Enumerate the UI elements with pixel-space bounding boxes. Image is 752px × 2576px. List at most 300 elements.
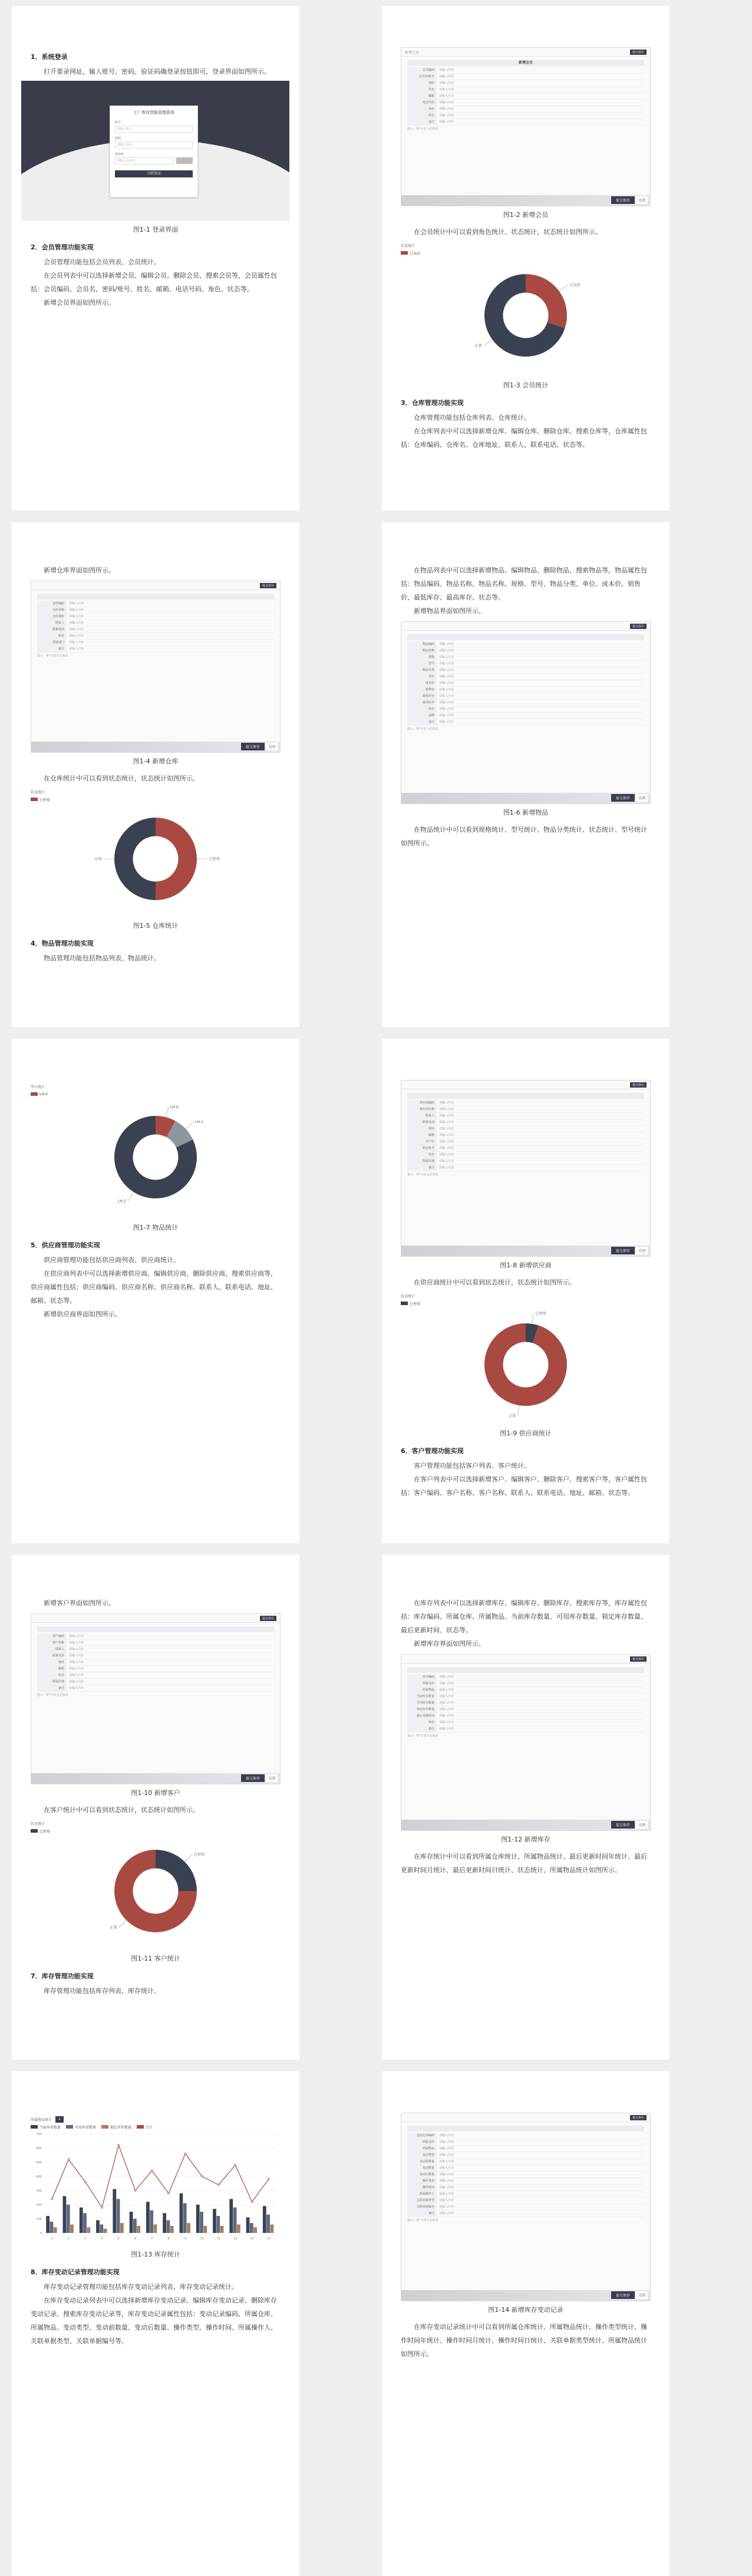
field-input[interactable]: 请输入内容 — [439, 1121, 454, 1124]
field-input[interactable]: 请输入内容 — [439, 681, 454, 685]
field-label: 邮箱 — [37, 1666, 67, 1672]
x-tick-label: 11 — [216, 2237, 221, 2241]
slice-label: 正常 — [474, 344, 482, 348]
bar[interactable] — [104, 2229, 107, 2233]
field-input[interactable]: 请输入内容 — [439, 1153, 454, 1157]
field-input[interactable]: 请输入内容 — [69, 608, 84, 612]
field-input[interactable]: 请输入内容 — [439, 75, 454, 78]
form-row — [407, 674, 644, 680]
form-footer — [401, 195, 650, 206]
field-input[interactable]: 请输入内容 — [439, 2205, 454, 2209]
field-label: 变动记录编码 — [407, 2133, 437, 2139]
field-label: 姓名 — [407, 87, 437, 93]
field-input[interactable]: 请输入内容 — [439, 720, 454, 724]
donut-svg — [31, 803, 281, 915]
legend-label: 合计 — [146, 2125, 153, 2130]
heading: 6．客户管理功能实现 — [401, 1447, 464, 1455]
heading: 4．物品管理功能实现 — [31, 940, 94, 947]
paragraph: 在仓库统计中可以看到状态统计，状态统计如图所示。 — [44, 775, 199, 782]
close-button[interactable]: 关闭 — [636, 1247, 648, 1254]
field-input[interactable]: 请输入内容 — [439, 1159, 454, 1163]
field-input[interactable]: 请输入内容 — [439, 94, 454, 98]
legend-swatch[interactable] — [101, 2125, 108, 2129]
slice-leader-line — [559, 285, 568, 291]
bar[interactable] — [263, 2206, 266, 2233]
legend-swatch[interactable] — [31, 2125, 38, 2129]
field-label: 规格 — [407, 654, 437, 660]
bar[interactable] — [54, 2227, 57, 2233]
toolbar-save-button[interactable]: 提交保存 — [260, 1616, 276, 1621]
field-input[interactable]: 请输入内容 — [439, 2153, 454, 2157]
field-label: 联系人 — [37, 620, 67, 626]
bar[interactable] — [183, 2203, 187, 2233]
close-button[interactable]: 关闭 — [636, 1821, 648, 1829]
field-label: 电话号码 — [407, 100, 437, 106]
window-toolbar — [401, 1655, 650, 1663]
bar[interactable] — [50, 2222, 54, 2233]
close-button[interactable]: 关闭 — [636, 2291, 648, 2299]
login-code-input[interactable]: 请输入验证码 — [115, 157, 174, 164]
bar[interactable] — [216, 2216, 220, 2233]
line-point[interactable] — [84, 2181, 86, 2183]
login-user-input[interactable]: 请输入账号 — [115, 126, 193, 133]
field-input[interactable]: 请输入内容 — [69, 628, 84, 631]
field-input[interactable]: 请输入内容 — [69, 621, 84, 625]
heading: 2．会员管理功能实现 — [31, 243, 94, 251]
field-input[interactable]: 请输入内容 — [439, 2166, 454, 2170]
field-input[interactable]: 请输入内容 — [439, 114, 454, 117]
field-input[interactable]: 请输入内容 — [439, 1695, 454, 1698]
form-row — [407, 1726, 644, 1732]
close-button[interactable]: 关闭 — [266, 743, 278, 750]
form-row — [37, 1659, 274, 1666]
window-toolbar — [401, 48, 650, 57]
field-input[interactable]: 请输入内容 — [439, 2134, 454, 2137]
paragraph: 在会员列表中可以选择新增会员、编辑会员、删除会员、搜索会员等，会员属性包括：会员编码、会员名、密码/账号、姓名、邮箱、电话号码、角色、状态等。 — [31, 272, 277, 293]
field-label: 所属物品 — [407, 1687, 437, 1693]
field-input[interactable]: 请输入内容 — [69, 634, 84, 638]
field-input[interactable]: 请输入内容 — [439, 2192, 454, 2196]
x-tick-label: 6 — [134, 2237, 137, 2241]
slice-label: 正常 — [509, 1414, 516, 1418]
close-button[interactable]: 关闭 — [266, 1774, 278, 1782]
field-input[interactable]: 请输入内容 — [439, 107, 454, 111]
form-row — [407, 1126, 644, 1132]
bar[interactable] — [100, 2225, 103, 2233]
field-input[interactable]: 请输入内容 — [439, 2160, 454, 2163]
legend-label: 当前库存数量 — [39, 2125, 61, 2130]
line-point[interactable] — [134, 2190, 136, 2192]
line-point[interactable] — [201, 2176, 203, 2178]
figure-caption: 图1-9 供应商统计 — [500, 1429, 552, 1437]
login-pass-input[interactable]: 请输入密码 — [115, 141, 193, 149]
legend-swatch[interactable] — [401, 1302, 408, 1305]
field-input[interactable]: 请输入内容 — [439, 1108, 454, 1111]
form-row — [407, 2204, 644, 2211]
x-tick-label: 5 — [117, 2237, 120, 2241]
slice-label: LH-1 — [195, 1119, 203, 1124]
field-input[interactable]: 请输入内容 — [69, 647, 84, 651]
bar[interactable] — [70, 2225, 74, 2233]
field-input[interactable]: 请输入内容 — [439, 701, 454, 704]
field-input[interactable]: 请输入内容 — [69, 1680, 84, 1684]
field-label: 状态 — [37, 633, 67, 639]
search-icon[interactable]: ⌕ — [55, 2116, 64, 2123]
x-tick-label: 4 — [101, 2237, 103, 2241]
form-title — [407, 634, 644, 640]
legend-label: LH-0 — [39, 1092, 48, 1096]
login-pass-label: 密码 — [115, 137, 121, 140]
bar-svg — [31, 2130, 281, 2242]
field-input[interactable]: 请输入内容 — [439, 707, 454, 711]
field-label: 所属部门 — [37, 640, 67, 645]
field-input[interactable]: 请输入内容 — [69, 1667, 84, 1671]
legend-label: 已停用 — [39, 798, 51, 802]
pie-slice[interactable] — [484, 1323, 567, 1406]
field-input[interactable]: 请输入内容 — [69, 1641, 84, 1645]
filter-label: 状态统计 — [401, 1294, 415, 1299]
form-note: 提示：带*号的为必填项 — [407, 727, 438, 731]
field-input[interactable]: 请输入内容 — [439, 655, 454, 659]
legend-swatch[interactable] — [66, 2125, 73, 2129]
field-input[interactable]: 请输入内容 — [69, 1686, 84, 1690]
bar[interactable] — [150, 2211, 153, 2233]
bar[interactable] — [133, 2219, 137, 2233]
bar[interactable] — [253, 2227, 257, 2233]
field-input[interactable]: 请输入内容 — [439, 2186, 454, 2189]
paragraph: 在库存变动记录列表中可以选择新增库存变动记录、编辑库存变动记录、删除库存变动记录、搜索库存变动记录等，库存变动记录属性包括：变动记录编码、所属仓库、所属物品、变动类型、变动前数量、变动后数量、操作类型、操作时间、所属操作人、关联单据类型、关联单据编号等。 — [31, 2297, 277, 2345]
toolbar-save-button[interactable]: 提交保存 — [630, 1082, 647, 1088]
field-input[interactable]: 请输入内容 — [439, 88, 454, 91]
form-row — [37, 1685, 274, 1692]
field-label: 物品名称 — [407, 648, 437, 654]
field-label: 锁定库存数量 — [407, 1707, 437, 1712]
line-point[interactable] — [151, 2170, 153, 2172]
field-label: 备注 — [37, 646, 67, 652]
bar[interactable] — [87, 2227, 90, 2233]
field-input[interactable]: 请输入内容 — [439, 675, 454, 678]
line-point[interactable] — [68, 2159, 70, 2160]
captcha-image[interactable] — [176, 157, 193, 164]
figure-caption: 图1-12 新增库存 — [501, 1836, 550, 1843]
line-point[interactable] — [168, 2192, 170, 2194]
paragraph: 新增物品界面如图所示。 — [414, 607, 485, 615]
bar[interactable] — [266, 2215, 270, 2233]
figure-caption: 图1-7 物品统计 — [133, 1224, 179, 1231]
page-9 — [12, 2071, 299, 2576]
bar[interactable] — [167, 2220, 170, 2233]
field-label: 所属区域 — [37, 1679, 67, 1685]
bar[interactable] — [63, 2196, 67, 2233]
line-point[interactable] — [218, 2184, 220, 2186]
field-input[interactable]: 请输入内容 — [69, 1674, 84, 1677]
window-toolbar — [31, 581, 280, 590]
bar[interactable] — [200, 2212, 203, 2233]
form-row — [407, 1713, 644, 1719]
field-label: 型号 — [407, 661, 437, 667]
form-row — [407, 1132, 644, 1139]
x-tick-label: 2 — [67, 2237, 70, 2241]
paragraph: 在会员统计中可以看到角色统计、状态统计，状态统计如图所示。 — [414, 228, 602, 236]
submit-button[interactable]: 提交保存 — [241, 1774, 265, 1782]
bar[interactable] — [187, 2223, 190, 2233]
form-row — [407, 2133, 644, 2139]
form-row — [407, 93, 644, 100]
submit-button[interactable]: 提交保存 — [611, 1821, 635, 1829]
toolbar-save-button[interactable]: 提交保存 — [630, 2115, 647, 2120]
field-label: 状态 — [407, 706, 437, 712]
bar[interactable] — [250, 2223, 253, 2233]
field-input[interactable]: 请输入内容 — [439, 1727, 454, 1731]
field-input[interactable]: 请输入内容 — [439, 1701, 454, 1705]
legend-swatch[interactable] — [401, 251, 408, 255]
bar[interactable] — [130, 2212, 133, 2233]
field-input[interactable]: 请输入内容 — [439, 1714, 454, 1718]
y-tick-label: 0 — [39, 2232, 42, 2235]
field-input[interactable]: 请输入内容 — [439, 68, 454, 72]
form-row — [407, 67, 644, 74]
field-input[interactable]: 请输入内容 — [439, 1101, 454, 1105]
form-note: 提示：带*号的为必填项 — [37, 654, 68, 658]
line-point[interactable] — [251, 2201, 253, 2203]
field-input[interactable]: 请输入内容 — [69, 615, 84, 618]
page-4 — [382, 522, 669, 1027]
field-input[interactable]: 请输入内容 — [69, 1661, 84, 1664]
bar[interactable] — [233, 2208, 237, 2233]
paragraph: 在库存列表中可以选择新增库存、编辑库存、删除库存、搜索库存等，库存属性包括：库存编码、所属仓库、所属物品、当前库存数量、可用库存数量、锁定库存数量、最后更新时间、状态等。 — [401, 1599, 647, 1634]
form-row — [407, 1674, 644, 1681]
bar[interactable] — [203, 2226, 207, 2233]
y-tick-label: 300 — [36, 2189, 42, 2193]
field-input[interactable]: 请输入内容 — [439, 1708, 454, 1711]
bar[interactable] — [83, 2213, 87, 2233]
bar[interactable] — [117, 2199, 120, 2233]
login-button[interactable]: 立即登录 — [115, 170, 193, 177]
close-button[interactable]: 关闭 — [636, 196, 648, 204]
pie-chart — [31, 1082, 281, 1219]
form-row — [407, 2178, 644, 2185]
x-tick-label: 1 — [51, 2237, 53, 2241]
pie-slice[interactable] — [156, 818, 197, 900]
field-input[interactable]: 请输入内容 — [439, 120, 454, 124]
field-input[interactable]: 请输入内容 — [439, 81, 454, 85]
field-input[interactable]: 请输入内容 — [69, 1635, 84, 1638]
paragraph: 库存变动记录管理功能包括库存变动记录列表、库存变动记录统计。 — [44, 2283, 238, 2291]
field-input[interactable]: 请输入内容 — [439, 1682, 454, 1685]
field-input[interactable]: 请输入内容 — [439, 2199, 454, 2202]
field-input[interactable]: 请输入内容 — [439, 1140, 454, 1144]
field-input[interactable]: 请输入内容 — [439, 2212, 454, 2215]
paragraph: 在客户统计中可以看到状态统计，状态统计如图所示。 — [44, 1806, 199, 1814]
form-row — [407, 1694, 644, 1700]
bar[interactable] — [67, 2205, 70, 2233]
legend-swatch[interactable] — [137, 2125, 144, 2129]
field-input[interactable]: 请输入内容 — [439, 1127, 454, 1131]
field-input[interactable]: 请输入内容 — [439, 1166, 454, 1170]
line-point[interactable] — [235, 2164, 236, 2166]
y-tick-label: 400 — [36, 2175, 42, 2179]
bar[interactable] — [271, 2225, 274, 2233]
field-input[interactable]: 请输入内容 — [439, 1675, 454, 1679]
line-point[interactable] — [51, 2198, 53, 2200]
heading: 7．库存管理功能实现 — [31, 1972, 94, 1980]
form-note: 提示：带*号的为必填项 — [37, 1694, 68, 1697]
field-input[interactable]: 请输入内容 — [439, 668, 454, 672]
close-button[interactable]: 关闭 — [636, 794, 648, 802]
bar[interactable] — [229, 2199, 233, 2233]
field-label: 联系人 — [37, 1646, 67, 1652]
form-row — [37, 601, 274, 607]
bar[interactable] — [146, 2202, 150, 2233]
slice-label: 已停用 — [209, 857, 220, 861]
figure-caption: 图1-6 新增物品 — [503, 809, 549, 816]
field-label: 会员编码 — [407, 67, 437, 73]
page-3 — [12, 522, 299, 1027]
legend-swatch[interactable] — [31, 1092, 38, 1096]
field-input[interactable]: 请输入内容 — [439, 101, 454, 104]
field-input[interactable]: 请输入内容 — [439, 694, 454, 698]
bar[interactable] — [137, 2226, 140, 2233]
field-label: 客户名称 — [37, 1640, 67, 1646]
bar[interactable] — [213, 2209, 216, 2233]
chart-legend — [401, 1300, 651, 1307]
field-input[interactable]: 请输入内容 — [439, 643, 454, 646]
legend-swatch[interactable] — [31, 798, 38, 801]
field-label: 联系人 — [407, 1113, 437, 1119]
field-input[interactable]: 请输入内容 — [439, 1147, 454, 1150]
form-row — [407, 719, 644, 726]
paragraph: 在供应商列表中可以选择新增供应商、编辑供应商、删除供应商、搜索供应商等，供应商属性包括：供应商编码、供应商名称、供应商名称、联系人、联系电话、地址、邮箱、状态等。 — [31, 1270, 277, 1305]
line-point[interactable] — [184, 2153, 186, 2155]
field-input[interactable]: 请输入内容 — [439, 714, 454, 717]
chart-legend — [401, 249, 651, 256]
bar[interactable] — [196, 2205, 200, 2233]
form-footer — [401, 1820, 650, 1830]
line-point[interactable] — [268, 2178, 269, 2180]
x-tick-label: 8 — [167, 2237, 170, 2241]
submit-button[interactable]: 提交保存 — [611, 196, 635, 204]
login-card — [110, 106, 198, 197]
toolbar-save-button[interactable]: 提交保存 — [630, 624, 647, 629]
line-point[interactable] — [101, 2206, 103, 2208]
bar[interactable] — [220, 2226, 224, 2233]
paragraph: 在物品统计中可以看到规格统计、型号统计、物品分类统计、状态统计、型号统计如图所示。 — [401, 826, 647, 847]
form-row — [37, 1640, 274, 1646]
chart-filter — [401, 241, 651, 249]
page-8 — [382, 1555, 669, 2060]
page-5 — [12, 1039, 299, 1543]
form-title — [407, 1093, 644, 1099]
legend-swatch[interactable] — [31, 1829, 38, 1833]
field-input[interactable]: 请输入内容 — [69, 641, 84, 644]
field-input[interactable]: 请输入内容 — [439, 1721, 454, 1724]
chart-legend — [31, 1827, 281, 1834]
bar[interactable] — [246, 2218, 250, 2233]
chart-filter — [401, 1292, 651, 1300]
submit-button[interactable]: 提交保存 — [241, 743, 265, 750]
x-tick-label: 3 — [84, 2237, 87, 2241]
field-input[interactable]: 请输入内容 — [69, 1648, 84, 1651]
bar[interactable] — [96, 2220, 100, 2233]
submit-button[interactable]: 提交保存 — [611, 2291, 635, 2299]
form-row — [407, 2165, 644, 2172]
field-input[interactable]: 请输入内容 — [439, 2173, 454, 2176]
legend-label: 可用库存数量 — [75, 2125, 97, 2130]
field-label: 邮箱 — [407, 1132, 437, 1138]
submit-button[interactable]: 提交保存 — [611, 1247, 635, 1254]
filter-label: 型号统计 — [31, 1085, 45, 1089]
form-row — [407, 654, 644, 661]
form-screenshot — [401, 2113, 651, 2301]
form-row — [407, 1113, 644, 1119]
slice-label: 已停用 — [535, 1312, 546, 1316]
toolbar-save-button[interactable]: 提交保存 — [630, 1656, 647, 1662]
slice-leader-line — [119, 1920, 127, 1928]
form-row — [407, 2146, 644, 2152]
form-row — [407, 113, 644, 119]
field-input[interactable]: 请输入内容 — [439, 1114, 454, 1118]
bar[interactable] — [163, 2213, 166, 2233]
bar[interactable] — [46, 2216, 50, 2233]
bar[interactable] — [120, 2223, 124, 2233]
field-label: 仓库地址 — [37, 614, 67, 620]
figure-caption: 图1-5 仓库统计 — [133, 922, 179, 930]
form-screenshot — [31, 581, 281, 753]
line-point[interactable] — [118, 2145, 120, 2146]
field-label: 联系电话 — [407, 1119, 437, 1125]
field-label: 客户编码 — [37, 1633, 67, 1639]
bar[interactable] — [80, 2208, 83, 2233]
paragraph: 打开要录网址，输入账号、密码、验证码确登录按钮即可，登录界面如图所示。 — [44, 68, 271, 75]
field-input[interactable]: 请输入内容 — [439, 1688, 454, 1692]
field-label: 仓库名称 — [37, 607, 67, 613]
form-row — [407, 80, 644, 87]
pie-slice[interactable] — [526, 274, 567, 328]
bar[interactable] — [237, 2225, 240, 2233]
form-title — [37, 594, 274, 599]
field-input[interactable]: 请输入内容 — [69, 602, 84, 605]
field-input[interactable]: 请输入内容 — [439, 688, 454, 691]
toolbar-save-button[interactable]: 提交保存 — [630, 50, 647, 55]
field-input[interactable]: 请输入内容 — [439, 2147, 454, 2150]
chart-filter — [31, 1819, 281, 1827]
field-input[interactable]: 请输入内容 — [69, 1654, 84, 1658]
y-tick-label: 600 — [36, 2147, 42, 2150]
form-row — [407, 1158, 644, 1165]
form-row — [407, 1687, 644, 1694]
form-title — [407, 1667, 644, 1673]
bar[interactable] — [113, 2189, 116, 2233]
form-footer — [31, 1773, 280, 1784]
field-input[interactable]: 请输入内容 — [439, 2140, 454, 2144]
field-input[interactable]: 请输入内容 — [439, 649, 454, 653]
form-row — [37, 1666, 274, 1672]
figure-caption: 图1-8 新增供应商 — [500, 1261, 552, 1269]
field-input[interactable]: 请输入内容 — [439, 662, 454, 666]
bar[interactable] — [154, 2225, 157, 2233]
field-input[interactable]: 请输入内容 — [439, 2179, 454, 2183]
toolbar-save-button[interactable]: 提交保存 — [260, 583, 276, 588]
login-code-row — [115, 157, 193, 164]
form-row — [37, 640, 274, 646]
bar[interactable] — [170, 2226, 174, 2233]
paragraph: 客户管理功能包括客户列表、客户统计。 — [414, 1462, 530, 1470]
bar[interactable] — [180, 2193, 183, 2233]
submit-button[interactable]: 提交保存 — [611, 794, 635, 802]
field-input[interactable]: 请输入内容 — [439, 1134, 454, 1137]
field-label: 备注 — [407, 1165, 437, 1171]
pie-slice[interactable] — [114, 818, 156, 900]
